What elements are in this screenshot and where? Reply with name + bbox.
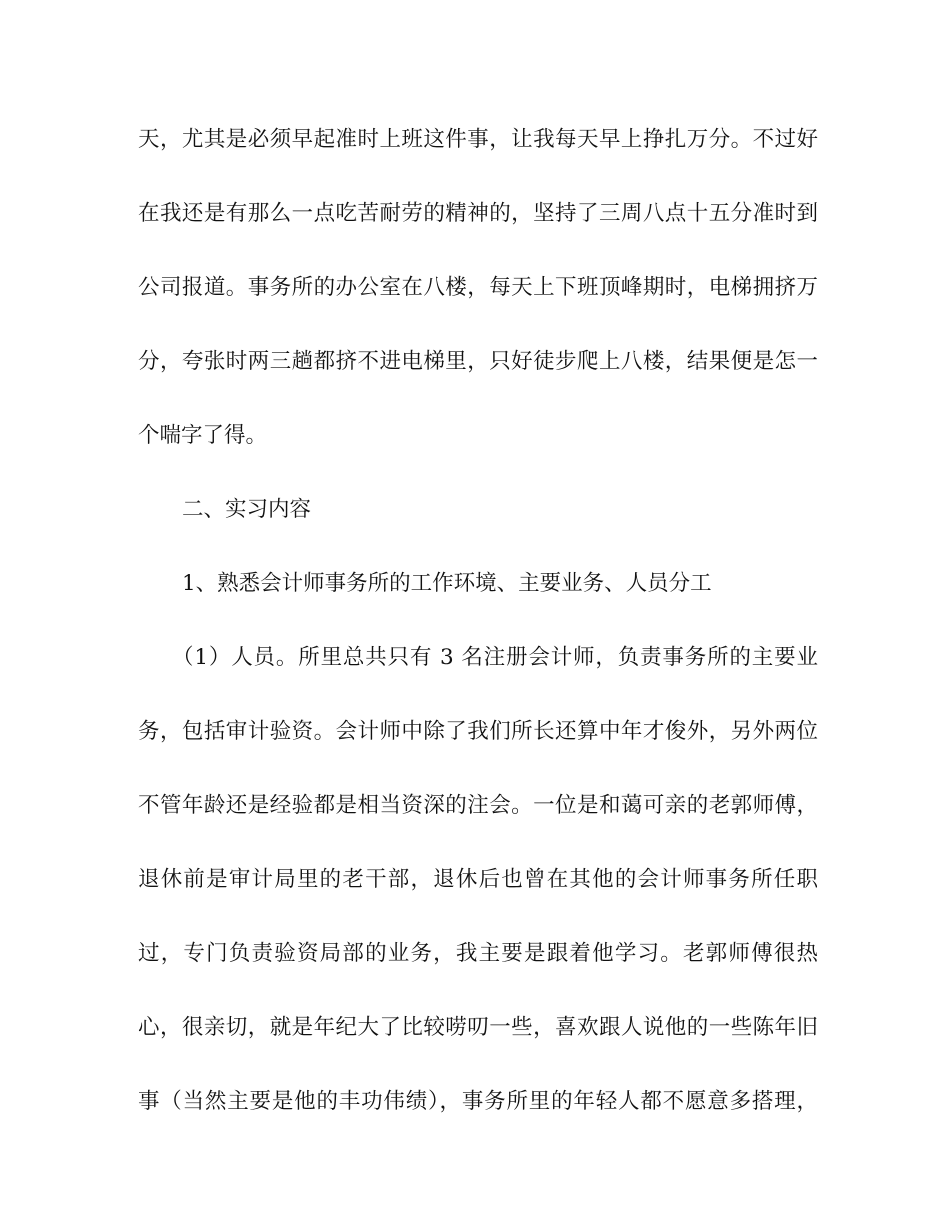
section-heading: 二、实习内容: [182, 497, 312, 522]
paragraph-line-3: 公司报道。事务所的办公室在八楼，每天上下班顶峰期时，电梯拥挤万: [138, 275, 818, 300]
subsection-heading: 1、熟悉会计师事务所的工作环境、主要业务、人员分工: [182, 571, 712, 596]
paragraph-line-5: 个喘字了得。: [138, 423, 268, 448]
paragraph-line-1: 天，尤其是必须早起准时上班这件事，让我每天早上挣扎万分。不过好: [138, 127, 818, 152]
paragraph-line-13: 心，很亲切，就是年纪大了比较唠叨一些，喜欢跟人说他的一些陈年旧: [138, 1015, 818, 1040]
paragraph-line-9: 务，包括审计验资。会计师中除了我们所长还算中年才俊外，另外两位: [138, 719, 818, 744]
paragraph-line-8: （1）人员。所里总共只有 3 名注册会计师，负责事务所的主要业: [172, 645, 818, 670]
paragraph-line-11: 退休前是审计局里的老干部，退休后也曾在其他的会计师事务所任职: [138, 867, 818, 892]
paragraph-line-2: 在我还是有那么一点吃苦耐劳的精神的，坚持了三周八点十五分准时到: [138, 201, 818, 226]
paragraph-line-4: 分，夸张时两三趟都挤不进电梯里，只好徒步爬上八楼，结果便是怎一: [138, 349, 818, 374]
paragraph-line-10: 不管年龄还是经验都是相当资深的注会。一位是和蔼可亲的老郭师傅，: [138, 793, 818, 818]
paragraph-line-14: 事（当然主要是他的丰功伟绩），事务所里的年轻人都不愿意多搭理，: [138, 1089, 818, 1114]
paragraph-line-12: 过，专门负责验资局部的业务，我主要是跟着他学习。老郭师傅很热: [138, 941, 818, 966]
